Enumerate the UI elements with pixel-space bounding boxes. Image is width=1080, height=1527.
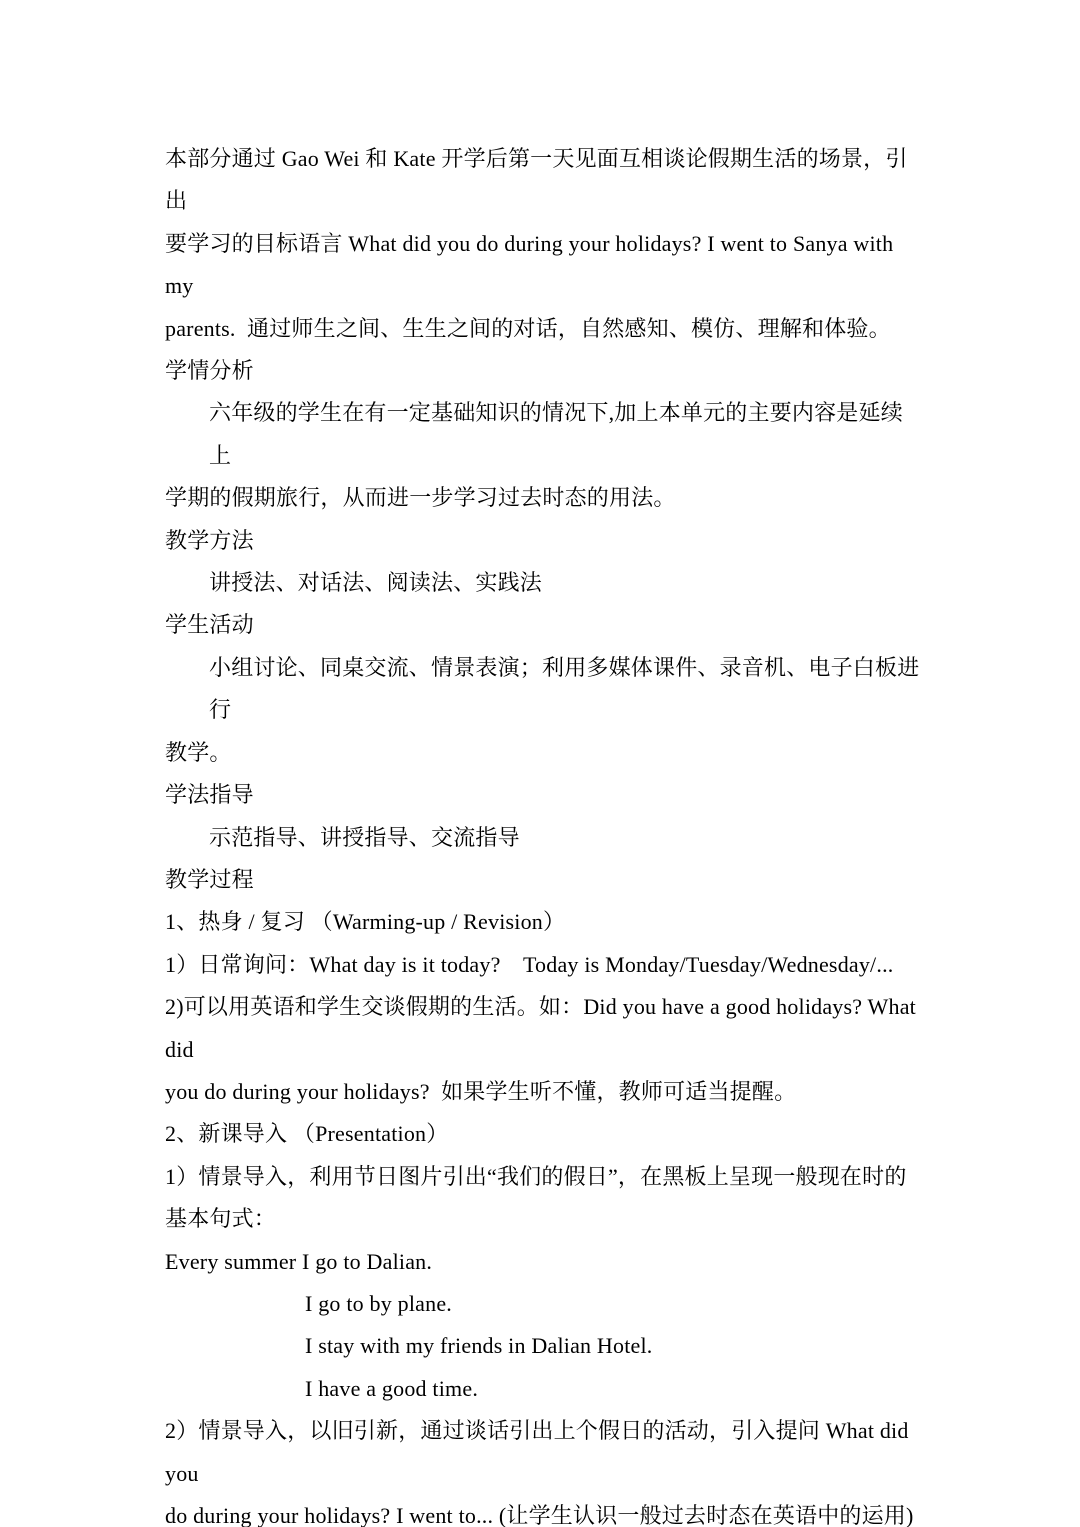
- document-line: Every summer I go to Dalian.: [165, 1248, 433, 1274]
- section-heading: 教学过程: [165, 866, 254, 892]
- document-line: 要学习的目标语言 What did you do during your holidays? I went to Sanya with my: [165, 230, 900, 299]
- document-line: 1）情景导入，利用节日图片引出“我们的假日”，在黑板上呈现一般现在时的: [165, 1163, 907, 1189]
- document-line: 2）情景导入，以旧引新，通过谈话引出上个假日的活动，引入提问 What did you: [165, 1418, 915, 1486]
- document-line: 2)可以用英语和学生交谈假期的生活。如：Did you have a good holidays? What did: [165, 994, 922, 1062]
- section-heading: 教学方法: [165, 527, 254, 553]
- document-line: 小组讨论、同桌交流、情景表演；利用多媒体课件、录音机、电子白板进行: [209, 654, 920, 723]
- document-line: parents. 通过师生之间、生生之间的对话，自然感知、模仿、理解和体验。: [165, 315, 891, 341]
- document-line: I go to by plane.: [305, 1290, 452, 1316]
- document-line: do during your holidays? I went to... (让学生认识一般过去时态在英语中的运用): [165, 1503, 914, 1527]
- document-line: 1、热身 / 复习 （Warming-up / Revision）: [165, 909, 566, 935]
- document-line: I stay with my friends in Dalian Hotel.: [305, 1333, 653, 1359]
- document-line: you do during your holidays? 如果学生听不懂，教师可适当提醒。: [165, 1078, 797, 1104]
- document-line: 示范指导、讲授指导、交流指导: [209, 824, 520, 850]
- document-line: 六年级的学生在有一定基础知识的情况下,加上本单元的主要内容是延续上: [209, 400, 903, 468]
- document-line: 2、新课导入 （Presentation）: [165, 1121, 449, 1147]
- section-heading: 学生活动: [165, 612, 254, 638]
- document-line: 教学。: [165, 739, 232, 765]
- document-line: 本部分通过 Gao Wei 和 Kate 开学后第一天见面互相谈论假期生活的场景，引出: [165, 146, 908, 214]
- section-heading: 学法指导: [165, 782, 254, 808]
- document-line: 基本句式：: [165, 1206, 277, 1232]
- document-line: 讲授法、对话法、阅读法、实践法: [209, 570, 543, 596]
- document-line: I have a good time.: [305, 1375, 479, 1401]
- document-line: 学期的假期旅行，从而进一步学习过去时态的用法。: [165, 485, 676, 511]
- document-body: [165, 138, 922, 1527]
- document-line: 1）日常询问：What day is it today? Today is Monday/Tuesday/Wednesday/...: [165, 951, 894, 977]
- section-heading: 学情分析: [165, 358, 254, 384]
